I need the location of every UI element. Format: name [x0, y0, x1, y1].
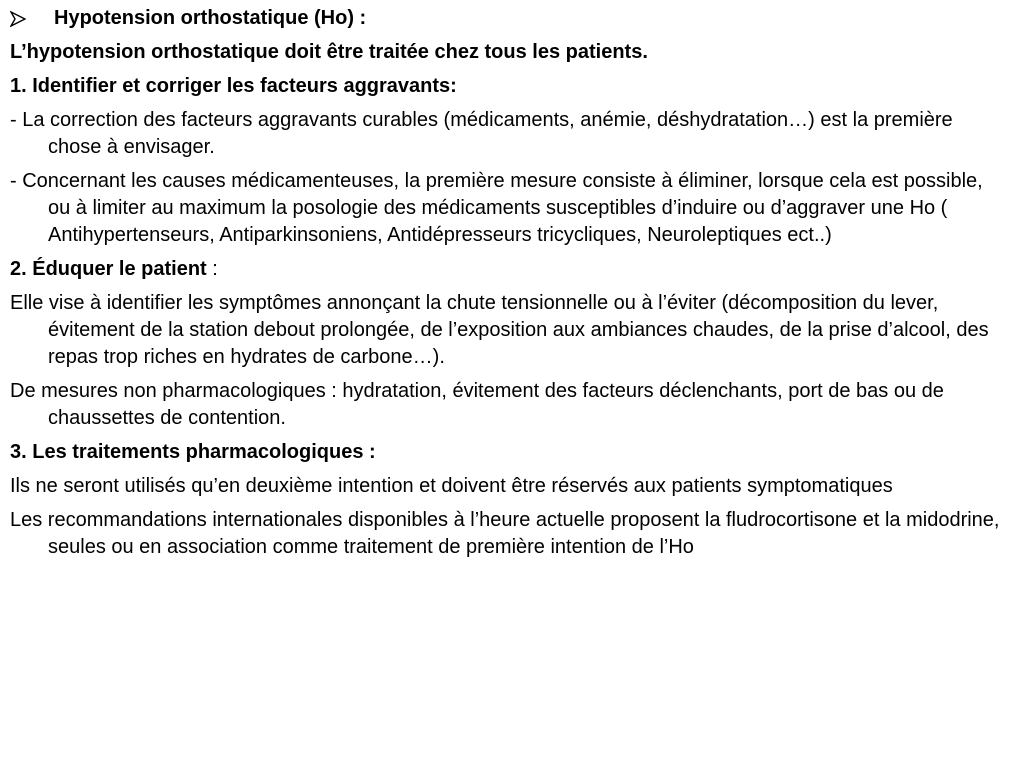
intro-statement: L’hypotension orthostatique doit être traitée chez tous les patients. [10, 41, 648, 63]
section2-para2: De mesures non pharmacologiques : hydratation, évitement des facteurs déclenchants, port de bas ou de chaussettes de contention. [10, 380, 944, 429]
section1-item2: - Concernant les causes médicamenteuses, la première mesure consiste à éliminer, lorsque cela est possible, ou à limiter au maximum la posologie des médicaments susceptibles d’induire ou d’aggraver une Ho ( Antihypertenseurs, Antiparkinsoniens, Antidépresseurs tricycliques, Neuroleptiques ect..) [10, 170, 983, 246]
section2-heading-label: 2. Éduquer le patient [10, 258, 207, 280]
section3-para1: Ils ne seront utilisés qu’en deuxième intention et doivent être réservés aux patients symptomatiques [10, 475, 893, 497]
section3-heading: 3. Les traitements pharmacologiques : [10, 441, 376, 463]
arrow-bullet-icon [10, 5, 32, 32]
section2-heading [10, 256, 1004, 283]
section1-item1: - La correction des facteurs aggravants curables (médicaments, anémie, déshydratation…) est la première chose à envisager. [10, 109, 953, 158]
section2-heading-suffix: : [206, 258, 218, 280]
slide-title: Hypotension orthostatique (Ho) : [54, 7, 367, 29]
section1-heading: 1. Identifier et corriger les facteurs aggravants: [10, 75, 457, 97]
section3-para2: Les recommandations internationales disponibles à l’heure actuelle proposent la fludrocortisone et la midodrine, seules ou en association comme traitement de première intention de l’Ho [10, 509, 1000, 558]
section2-para1: Elle vise à identifier les symptômes annonçant la chute tensionnelle ou à l’éviter (décomposition du lever, évitement de la station debout prolongée, de l’exposition aux ambiances chaudes, de la prise d’alcool, des repas trop riches en hydrates de carbone…). [10, 292, 989, 368]
title-row [10, 5, 1004, 32]
